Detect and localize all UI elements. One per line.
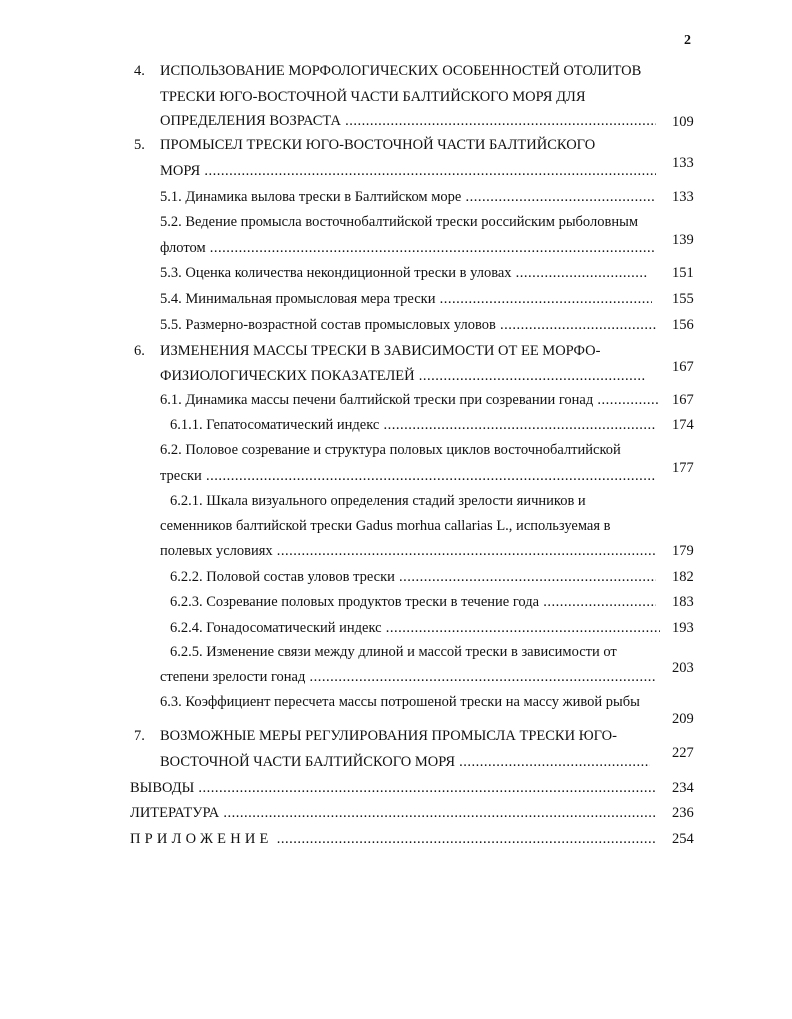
toc-page: 179 [672, 543, 694, 559]
toc-subheading: полевых условиях ..... [160, 543, 656, 559]
toc-page: 177 [672, 460, 694, 476]
toc-heading: ВЫВОДЫ ..... [130, 780, 656, 796]
toc-number: 4. [134, 63, 145, 79]
toc-heading: ВОЗМОЖНЫЕ МЕРЫ РЕГУЛИРОВАНИЯ ПРОМЫСЛА ТРЕСКИ ЮГО- [160, 728, 617, 744]
toc-entry [160, 540, 656, 562]
toc-number: 6. [134, 343, 145, 359]
toc-entry [160, 237, 656, 259]
toc-entry [170, 591, 656, 613]
toc-entry [160, 186, 656, 208]
toc-heading: ФИЗИОЛОГИЧЕСКИХ ПОКАЗАТЕЛЕЙ ..... [160, 368, 646, 384]
toc-subheading: семенников балтийской трески Gadus morhua callarias L., используемая в [160, 518, 611, 534]
toc-subheading: 6.2.1. Шкала визуального определения стадий зрелости яичников и [170, 493, 586, 509]
toc-heading: ИСПОЛЬЗОВАНИЕ МОРФОЛОГИЧЕСКИХ ОСОБЕННОСТЕЙ ОТОЛИТОВ [160, 63, 642, 79]
toc-subheading: 5.3. Оценка количества некондиционной трески в уловах ..... [160, 265, 648, 281]
page-number: 2 [684, 33, 691, 48]
toc-page: 167 [672, 359, 694, 375]
toc-page: 254 [672, 831, 694, 847]
toc-entry [160, 365, 646, 387]
toc-entry [170, 566, 656, 588]
toc-heading: МОРЯ ..... [160, 163, 656, 179]
toc-entry [130, 828, 656, 850]
toc-entry [160, 465, 656, 487]
toc-heading: ИЗМЕНЕНИЯ МАССЫ ТРЕСКИ В ЗАВИСИМОСТИ ОТ ЕЕ МОРФО- [160, 343, 601, 359]
toc-page: 174 [672, 417, 694, 433]
toc-page: 139 [672, 232, 694, 248]
toc-entry [160, 262, 648, 284]
toc-subheading: 5.1. Динамика вылова трески в Балтийском море ..... [160, 189, 656, 205]
toc-heading: ЛИТЕРАТУРА ..... [130, 805, 656, 821]
toc-number: 5. [134, 137, 145, 153]
toc-page: 133 [672, 189, 694, 205]
toc-subheading: 6.1. Динамика массы печени балтийской трески при созревании гонад ..... [160, 392, 660, 408]
toc-subheading: 6.2.2. Половой состав уловов трески ..... [170, 569, 656, 585]
toc-entry [160, 389, 660, 411]
toc-subheading: 6.2.4. Гонадосоматический индекс ..... [170, 620, 660, 636]
toc-page: 109 [672, 114, 694, 130]
toc-subheading: 5.4. Минимальная промысловая мера трески ..... [160, 291, 652, 307]
toc-entry [130, 777, 656, 799]
toc-page: 236 [672, 805, 694, 821]
toc-page: 183 [672, 594, 694, 610]
toc-page: 234 [672, 780, 694, 796]
toc-entry [160, 666, 656, 688]
toc-page: 155 [672, 291, 694, 307]
toc-page: 182 [672, 569, 694, 585]
toc-subheading: 6.2.3. Созревание половых продуктов трески в течение года ..... [170, 594, 656, 610]
toc-heading: ВОСТОЧНОЙ ЧАСТИ БАЛТИЙСКОГО МОРЯ ..... [160, 754, 650, 770]
toc-subheading: 6.2.5. Изменение связи между длиной и массой трески в зависимости от [170, 644, 617, 660]
toc-entry [160, 160, 656, 182]
toc-heading: ПРОМЫСЕЛ ТРЕСКИ ЮГО-ВОСТОЧНОЙ ЧАСТИ БАЛТИЙСКОГО [160, 137, 596, 153]
toc-heading: ТРЕСКИ ЮГО-ВОСТОЧНОЙ ЧАСТИ БАЛТИЙСКОГО МОРЯ ДЛЯ [160, 89, 586, 105]
toc-entry [170, 414, 656, 436]
toc-page: 151 [672, 265, 694, 281]
toc-page: 227 [672, 745, 694, 761]
toc-page: 209 [672, 711, 694, 727]
toc-page: 156 [672, 317, 694, 333]
toc-entry [130, 802, 656, 824]
toc-entry [160, 314, 656, 336]
toc-subheading: 5.2. Ведение промысла восточнобалтийской трески российским рыболовным [160, 214, 639, 230]
toc-number: 7. [134, 728, 145, 744]
toc-entry [160, 110, 656, 132]
toc-heading: ПРИЛОЖЕНИЕ ..... [130, 831, 656, 847]
toc-subheading: степени зрелости гонад ..... [160, 669, 656, 685]
toc-entry [170, 617, 660, 639]
toc-subheading: 6.2. Половое созревание и структура половых циклов восточнобалтийской [160, 442, 621, 458]
toc-page: 203 [672, 660, 694, 676]
toc-subheading: 5.5. Размерно-возрастной состав промысловых уловов ..... [160, 317, 656, 333]
toc-subheading: 6.3. Коэффициент пересчета массы потрошеной трески на массу живой рыбы [160, 694, 640, 710]
toc-page: 193 [672, 620, 694, 636]
toc-page: 167 [672, 392, 694, 408]
toc-subheading: 6.1.1. Гепатосоматический индекс ..... [170, 417, 656, 433]
toc-subheading: трески ..... [160, 468, 656, 484]
toc-subheading: флотом ..... [160, 240, 656, 256]
toc-entry [160, 751, 650, 773]
toc-entry [160, 288, 652, 310]
toc-page: 133 [672, 155, 694, 171]
toc-heading: ОПРЕДЕЛЕНИЯ ВОЗРАСТА ..... [160, 113, 656, 129]
